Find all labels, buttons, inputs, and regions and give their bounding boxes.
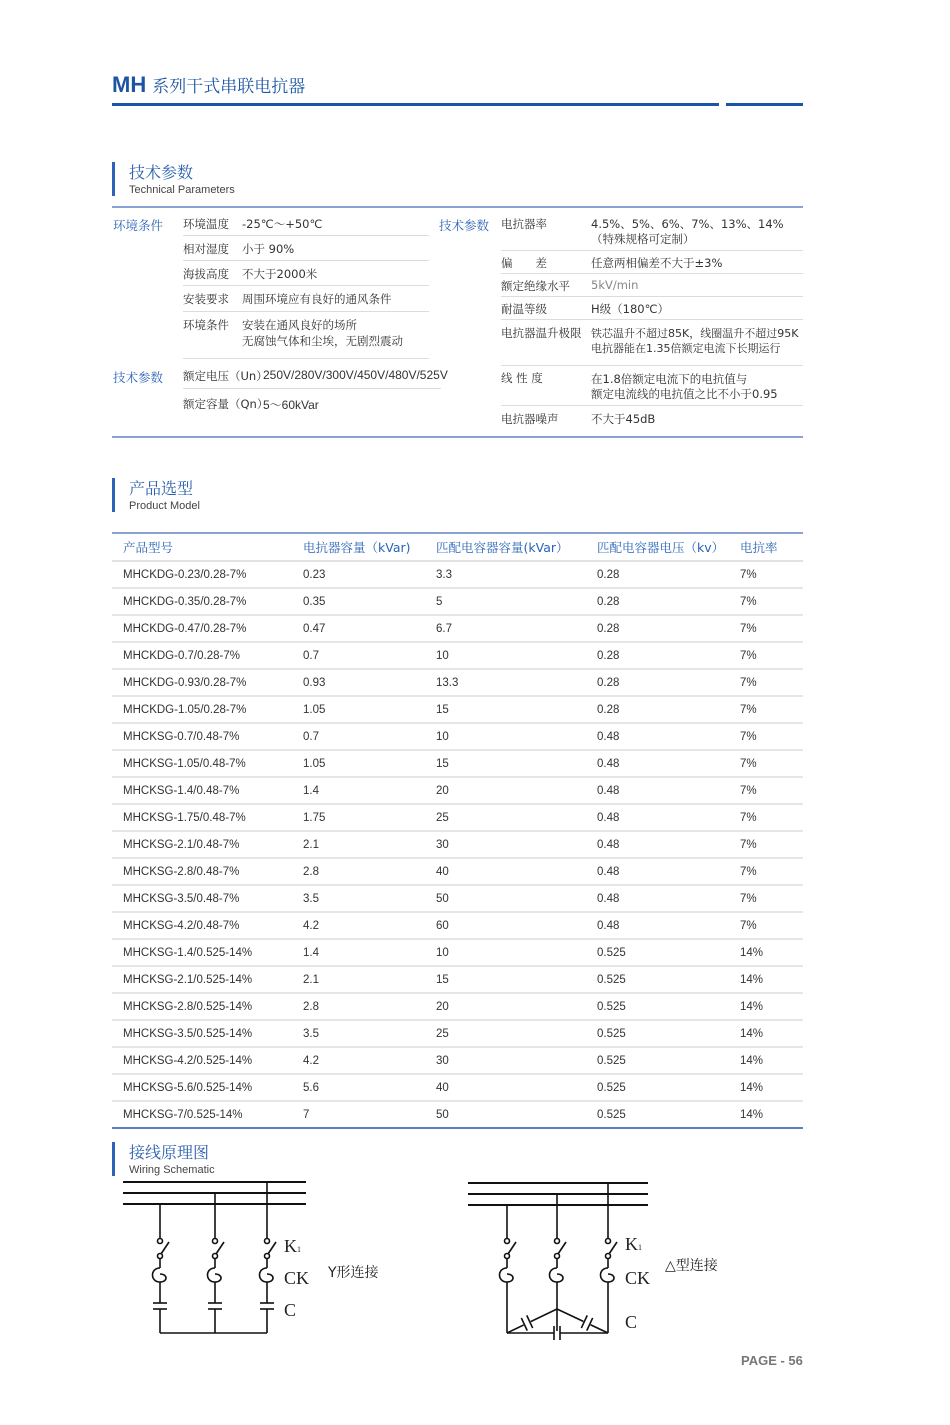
- cell-capacitor-capacity: 6.7: [436, 615, 597, 642]
- col-header-model: 产品型号: [112, 533, 303, 561]
- cell-reactance-rate: 14%: [740, 993, 803, 1020]
- section-title-cn: 技术参数: [129, 163, 194, 182]
- cell-capacitor-capacity: 60: [436, 912, 597, 939]
- param-label: 额定电压（Un）: [183, 369, 268, 383]
- cell-capacitor-capacity: 5: [436, 588, 597, 615]
- table-row: [112, 615, 803, 642]
- cell-model: MHCKSG-7/0.525-14%: [112, 1101, 303, 1128]
- param-value: 250V/280V/300V/450V/480V/525V: [263, 368, 448, 382]
- row-divider: [183, 235, 429, 236]
- row-divider: [501, 250, 803, 251]
- product-table: [112, 532, 803, 1129]
- cell-capacitor-voltage: 0.48: [597, 858, 740, 885]
- cell-reactor-capacity: 7: [303, 1101, 436, 1128]
- cell-reactor-capacity: 3.5: [303, 885, 436, 912]
- cell-reactor-capacity: 0.35: [303, 588, 436, 615]
- phase-branch: [208, 1193, 225, 1333]
- table-row: [112, 804, 803, 831]
- cell-model: MHCKSG-2.1/0.48-7%: [112, 831, 303, 858]
- param-value: 5～60kVar: [263, 398, 319, 412]
- table-row: [112, 588, 803, 615]
- cell-capacitor-capacity: 40: [436, 858, 597, 885]
- cell-capacitor-capacity: 30: [436, 831, 597, 858]
- row-divider: [183, 311, 429, 312]
- cell-reactor-capacity: 2.8: [303, 858, 436, 885]
- cell-model: MHCKDG-0.93/0.28-7%: [112, 669, 303, 696]
- cell-capacitor-voltage: 0.48: [597, 723, 740, 750]
- col-header-reactance-rate: 电抗率: [740, 533, 803, 561]
- cell-reactor-capacity: 2.1: [303, 966, 436, 993]
- table-row: [112, 993, 803, 1020]
- cell-reactor-capacity: 2.1: [303, 831, 436, 858]
- y-c-label: C: [284, 1300, 297, 1320]
- cell-capacitor-capacity: 13.3: [436, 669, 597, 696]
- cell-reactance-rate: 14%: [740, 1047, 803, 1074]
- table-row: [112, 1101, 803, 1128]
- cell-capacitor-voltage: 0.48: [597, 777, 740, 804]
- param-value: 铁芯温升不超过85K，线圈温升不超过95K: [591, 327, 799, 340]
- cell-reactor-capacity: 4.2: [303, 1047, 436, 1074]
- cell-reactor-capacity: 2.8: [303, 993, 436, 1020]
- group-label-tech-right: 技术参数: [439, 218, 490, 233]
- cell-model: MHCKSG-2.8/0.48-7%: [112, 858, 303, 885]
- table-row: [112, 750, 803, 777]
- param-label: 电抗器率: [501, 217, 547, 231]
- param-value: 周围环境应有良好的通风条件: [242, 292, 392, 306]
- k-label-sub: 1: [297, 1245, 301, 1254]
- cell-capacitor-capacity: 30: [436, 1047, 597, 1074]
- table-row: [112, 831, 803, 858]
- cell-reactance-rate: 7%: [740, 615, 803, 642]
- cell-reactance-rate: 14%: [740, 939, 803, 966]
- param-label: 相对湿度: [183, 242, 229, 256]
- table-row: [112, 777, 803, 804]
- table-row: [112, 912, 803, 939]
- cell-capacitor-voltage: 0.525: [597, 1074, 740, 1101]
- row-divider: [183, 260, 429, 261]
- group-label-env: 环境条件: [113, 218, 164, 233]
- section-bar: [112, 162, 115, 196]
- cell-model: MHCKSG-0.7/0.48-7%: [112, 723, 303, 750]
- row-divider: [183, 285, 429, 286]
- cell-model: MHCKSG-2.8/0.525-14%: [112, 993, 303, 1020]
- table-body: [112, 561, 803, 1128]
- cell-capacitor-capacity: 50: [436, 1101, 597, 1128]
- table-row: [112, 1074, 803, 1101]
- cell-capacitor-voltage: 0.28: [597, 588, 740, 615]
- cell-reactance-rate: 7%: [740, 912, 803, 939]
- section-title-cn: 接线原理图: [129, 1143, 210, 1162]
- cell-reactance-rate: 7%: [740, 669, 803, 696]
- cell-capacitor-voltage: 0.48: [597, 831, 740, 858]
- cell-capacitor-capacity: 10: [436, 723, 597, 750]
- series-title: 系列干式串联电抗器: [152, 77, 306, 97]
- cell-model: MHCKSG-1.75/0.48-7%: [112, 804, 303, 831]
- cell-model: MHCKDG-1.05/0.28-7%: [112, 696, 303, 723]
- row-divider: [501, 273, 803, 274]
- row-divider: [501, 365, 803, 366]
- param-label: 线 性 度: [501, 371, 543, 385]
- table-row: [112, 669, 803, 696]
- cell-capacitor-capacity: 20: [436, 993, 597, 1020]
- section-title-en: Technical Parameters: [129, 184, 235, 196]
- cell-reactance-rate: 7%: [740, 750, 803, 777]
- param-value: H级（180℃）: [591, 302, 670, 316]
- cell-capacitor-capacity: 15: [436, 966, 597, 993]
- section-bar: [112, 1142, 115, 1176]
- cell-capacitor-voltage: 0.28: [597, 669, 740, 696]
- cell-model: MHCKSG-3.5/0.48-7%: [112, 885, 303, 912]
- cell-reactor-capacity: 1.4: [303, 939, 436, 966]
- cell-capacitor-capacity: 25: [436, 1020, 597, 1047]
- y-k-label: [284, 1236, 301, 1257]
- table-row: [112, 642, 803, 669]
- table-row: [112, 885, 803, 912]
- col-header-capacitor-capacity: 匹配电容器容量(kVar）: [436, 533, 597, 561]
- cell-capacitor-voltage: 0.28: [597, 561, 740, 588]
- cell-capacitor-capacity: 50: [436, 885, 597, 912]
- cell-capacitor-voltage: 0.28: [597, 615, 740, 642]
- param-value-line2: 电抗器能在1.35倍额定电流下长期运行: [591, 342, 781, 355]
- delta-ck-label: CK: [625, 1268, 651, 1288]
- param-label: 偏 差: [501, 256, 547, 270]
- cell-capacitor-capacity: 20: [436, 777, 597, 804]
- tech-bottom-rule: [112, 436, 803, 438]
- page-number: PAGE - 56: [741, 1353, 803, 1368]
- param-value: 不大于45dB: [591, 412, 656, 426]
- row-divider: [183, 388, 441, 389]
- param-value: -25℃～+50℃: [242, 217, 323, 231]
- table-row: [112, 1020, 803, 1047]
- table-row: [112, 858, 803, 885]
- param-value-line2: （特殊规格可定制）: [591, 232, 695, 246]
- series-code: MH: [112, 72, 147, 97]
- cell-reactor-capacity: 0.7: [303, 723, 436, 750]
- header-rule-short: [726, 103, 803, 106]
- section-title-en: Product Model: [129, 500, 200, 512]
- cell-model: MHCKSG-1.4/0.525-14%: [112, 939, 303, 966]
- cell-capacitor-capacity: 10: [436, 939, 597, 966]
- table-row: [112, 939, 803, 966]
- row-divider: [183, 358, 429, 359]
- cell-capacitor-voltage: 0.525: [597, 966, 740, 993]
- table-header-row: [112, 533, 803, 561]
- cell-reactance-rate: 7%: [740, 804, 803, 831]
- table-row: [112, 966, 803, 993]
- cell-capacitor-voltage: 0.48: [597, 750, 740, 777]
- cell-reactance-rate: 7%: [740, 561, 803, 588]
- cell-model: MHCKSG-5.6/0.525-14%: [112, 1074, 303, 1101]
- cell-reactor-capacity: 1.75: [303, 804, 436, 831]
- tech-top-rule: [112, 206, 803, 208]
- cell-reactance-rate: 14%: [740, 1074, 803, 1101]
- cell-reactance-rate: 7%: [740, 885, 803, 912]
- delta-connection-caption: △型连接: [665, 1258, 718, 1274]
- param-label: 额定绝缘水平: [501, 279, 570, 293]
- page-title: [112, 72, 305, 100]
- cell-capacitor-voltage: 0.28: [597, 642, 740, 669]
- cell-model: MHCKSG-3.5/0.525-14%: [112, 1020, 303, 1047]
- group-label-tech: 技术参数: [113, 370, 164, 385]
- k-label-text: K: [284, 1236, 297, 1256]
- cell-model: MHCKSG-4.2/0.48-7%: [112, 912, 303, 939]
- cell-model: MHCKDG-0.23/0.28-7%: [112, 561, 303, 588]
- section-title-en: Wiring Schematic: [129, 1164, 215, 1176]
- param-label: 海拔高度: [183, 267, 229, 281]
- cell-capacitor-voltage: 0.48: [597, 804, 740, 831]
- delta-c-label: C: [625, 1312, 638, 1332]
- table-row: [112, 561, 803, 588]
- cell-reactance-rate: 7%: [740, 723, 803, 750]
- cell-capacitor-capacity: 40: [436, 1074, 597, 1101]
- cell-capacitor-capacity: 10: [436, 642, 597, 669]
- section-bar: [112, 478, 115, 512]
- cell-reactor-capacity: 1.4: [303, 777, 436, 804]
- col-header-capacitor-voltage: 匹配电容器电压（kv）: [597, 533, 740, 561]
- cell-reactance-rate: 7%: [740, 831, 803, 858]
- k-label-sub: 1: [638, 1243, 642, 1252]
- table-row: [112, 1047, 803, 1074]
- cell-model: MHCKDG-0.35/0.28-7%: [112, 588, 303, 615]
- param-value-line2: 额定电流线的电抗值之比不小于0.95: [591, 387, 778, 401]
- cell-reactance-rate: 7%: [740, 588, 803, 615]
- param-value: 安装在通风良好的场所: [242, 318, 357, 332]
- cell-capacitor-capacity: 15: [436, 750, 597, 777]
- cell-capacitor-voltage: 0.525: [597, 1101, 740, 1128]
- cell-capacitor-voltage: 0.525: [597, 993, 740, 1020]
- cell-reactor-capacity: 1.05: [303, 750, 436, 777]
- cell-capacitor-voltage: 0.525: [597, 939, 740, 966]
- param-value: 不大于2000米: [242, 267, 318, 281]
- y-ck-label: CK: [284, 1268, 310, 1288]
- param-label: 环境条件: [183, 318, 229, 332]
- cell-model: MHCKDG-0.7/0.28-7%: [112, 642, 303, 669]
- cell-reactance-rate: 7%: [740, 696, 803, 723]
- cell-capacitor-voltage: 0.48: [597, 912, 740, 939]
- cell-capacitor-capacity: 3.3: [436, 561, 597, 588]
- cell-model: MHCKDG-0.47/0.28-7%: [112, 615, 303, 642]
- param-value: 任意两相偏差不大于±3%: [591, 256, 723, 270]
- table-row: [112, 696, 803, 723]
- cell-reactance-rate: 14%: [740, 1020, 803, 1047]
- phase-branch: [500, 1205, 517, 1333]
- y-connection-caption: Y形连接: [328, 1265, 379, 1281]
- cell-reactor-capacity: 0.47: [303, 615, 436, 642]
- param-label: 环境温度: [183, 217, 229, 231]
- cell-reactance-rate: 14%: [740, 966, 803, 993]
- param-value: 在1.8倍额定电流下的电抗值与: [591, 372, 748, 386]
- cell-capacitor-voltage: 0.48: [597, 885, 740, 912]
- cell-model: MHCKSG-1.05/0.48-7%: [112, 750, 303, 777]
- cell-capacitor-capacity: 15: [436, 696, 597, 723]
- cell-reactance-rate: 7%: [740, 642, 803, 669]
- cell-reactance-rate: 7%: [740, 858, 803, 885]
- header-rule-long: [112, 103, 719, 106]
- cell-model: MHCKSG-4.2/0.525-14%: [112, 1047, 303, 1074]
- cell-reactor-capacity: 0.7: [303, 642, 436, 669]
- param-value: 4.5%、5%、6%、7%、13%、14%: [591, 217, 784, 231]
- table-row: [112, 723, 803, 750]
- col-header-reactor-capacity: 电抗器容量（kVar): [303, 533, 436, 561]
- row-divider: [501, 296, 803, 297]
- cell-reactor-capacity: 3.5: [303, 1020, 436, 1047]
- cell-reactor-capacity: 5.6: [303, 1074, 436, 1101]
- cell-capacitor-voltage: 0.28: [597, 696, 740, 723]
- cell-reactor-capacity: 4.2: [303, 912, 436, 939]
- cell-reactor-capacity: 1.05: [303, 696, 436, 723]
- row-divider: [501, 405, 803, 406]
- param-label: 额定容量（Qn）: [183, 397, 269, 411]
- param-value-line2: 无腐蚀气体和尘埃，无剧烈震动: [242, 334, 403, 348]
- param-value: 5kV/min: [591, 278, 639, 292]
- cell-reactor-capacity: 0.23: [303, 561, 436, 588]
- phase-branch: [153, 1204, 170, 1333]
- delta-k-label: [625, 1234, 642, 1255]
- cell-reactance-rate: 7%: [740, 777, 803, 804]
- cell-capacitor-voltage: 0.525: [597, 1020, 740, 1047]
- cell-capacitor-voltage: 0.525: [597, 1047, 740, 1074]
- cell-reactor-capacity: 0.93: [303, 669, 436, 696]
- param-label: 电抗器噪声: [501, 412, 559, 426]
- k-label-text: K: [625, 1234, 638, 1254]
- param-label: 耐温等级: [501, 302, 547, 316]
- param-label: 电抗器温升极限: [501, 326, 582, 340]
- cell-model: MHCKSG-2.1/0.525-14%: [112, 966, 303, 993]
- cell-capacitor-capacity: 25: [436, 804, 597, 831]
- section-title-cn: 产品选型: [129, 479, 194, 498]
- cell-model: MHCKSG-1.4/0.48-7%: [112, 777, 303, 804]
- param-label: 安装要求: [183, 292, 229, 306]
- param-value: 小于 90%: [242, 242, 295, 256]
- cell-reactance-rate: 14%: [740, 1101, 803, 1128]
- row-divider: [501, 319, 803, 320]
